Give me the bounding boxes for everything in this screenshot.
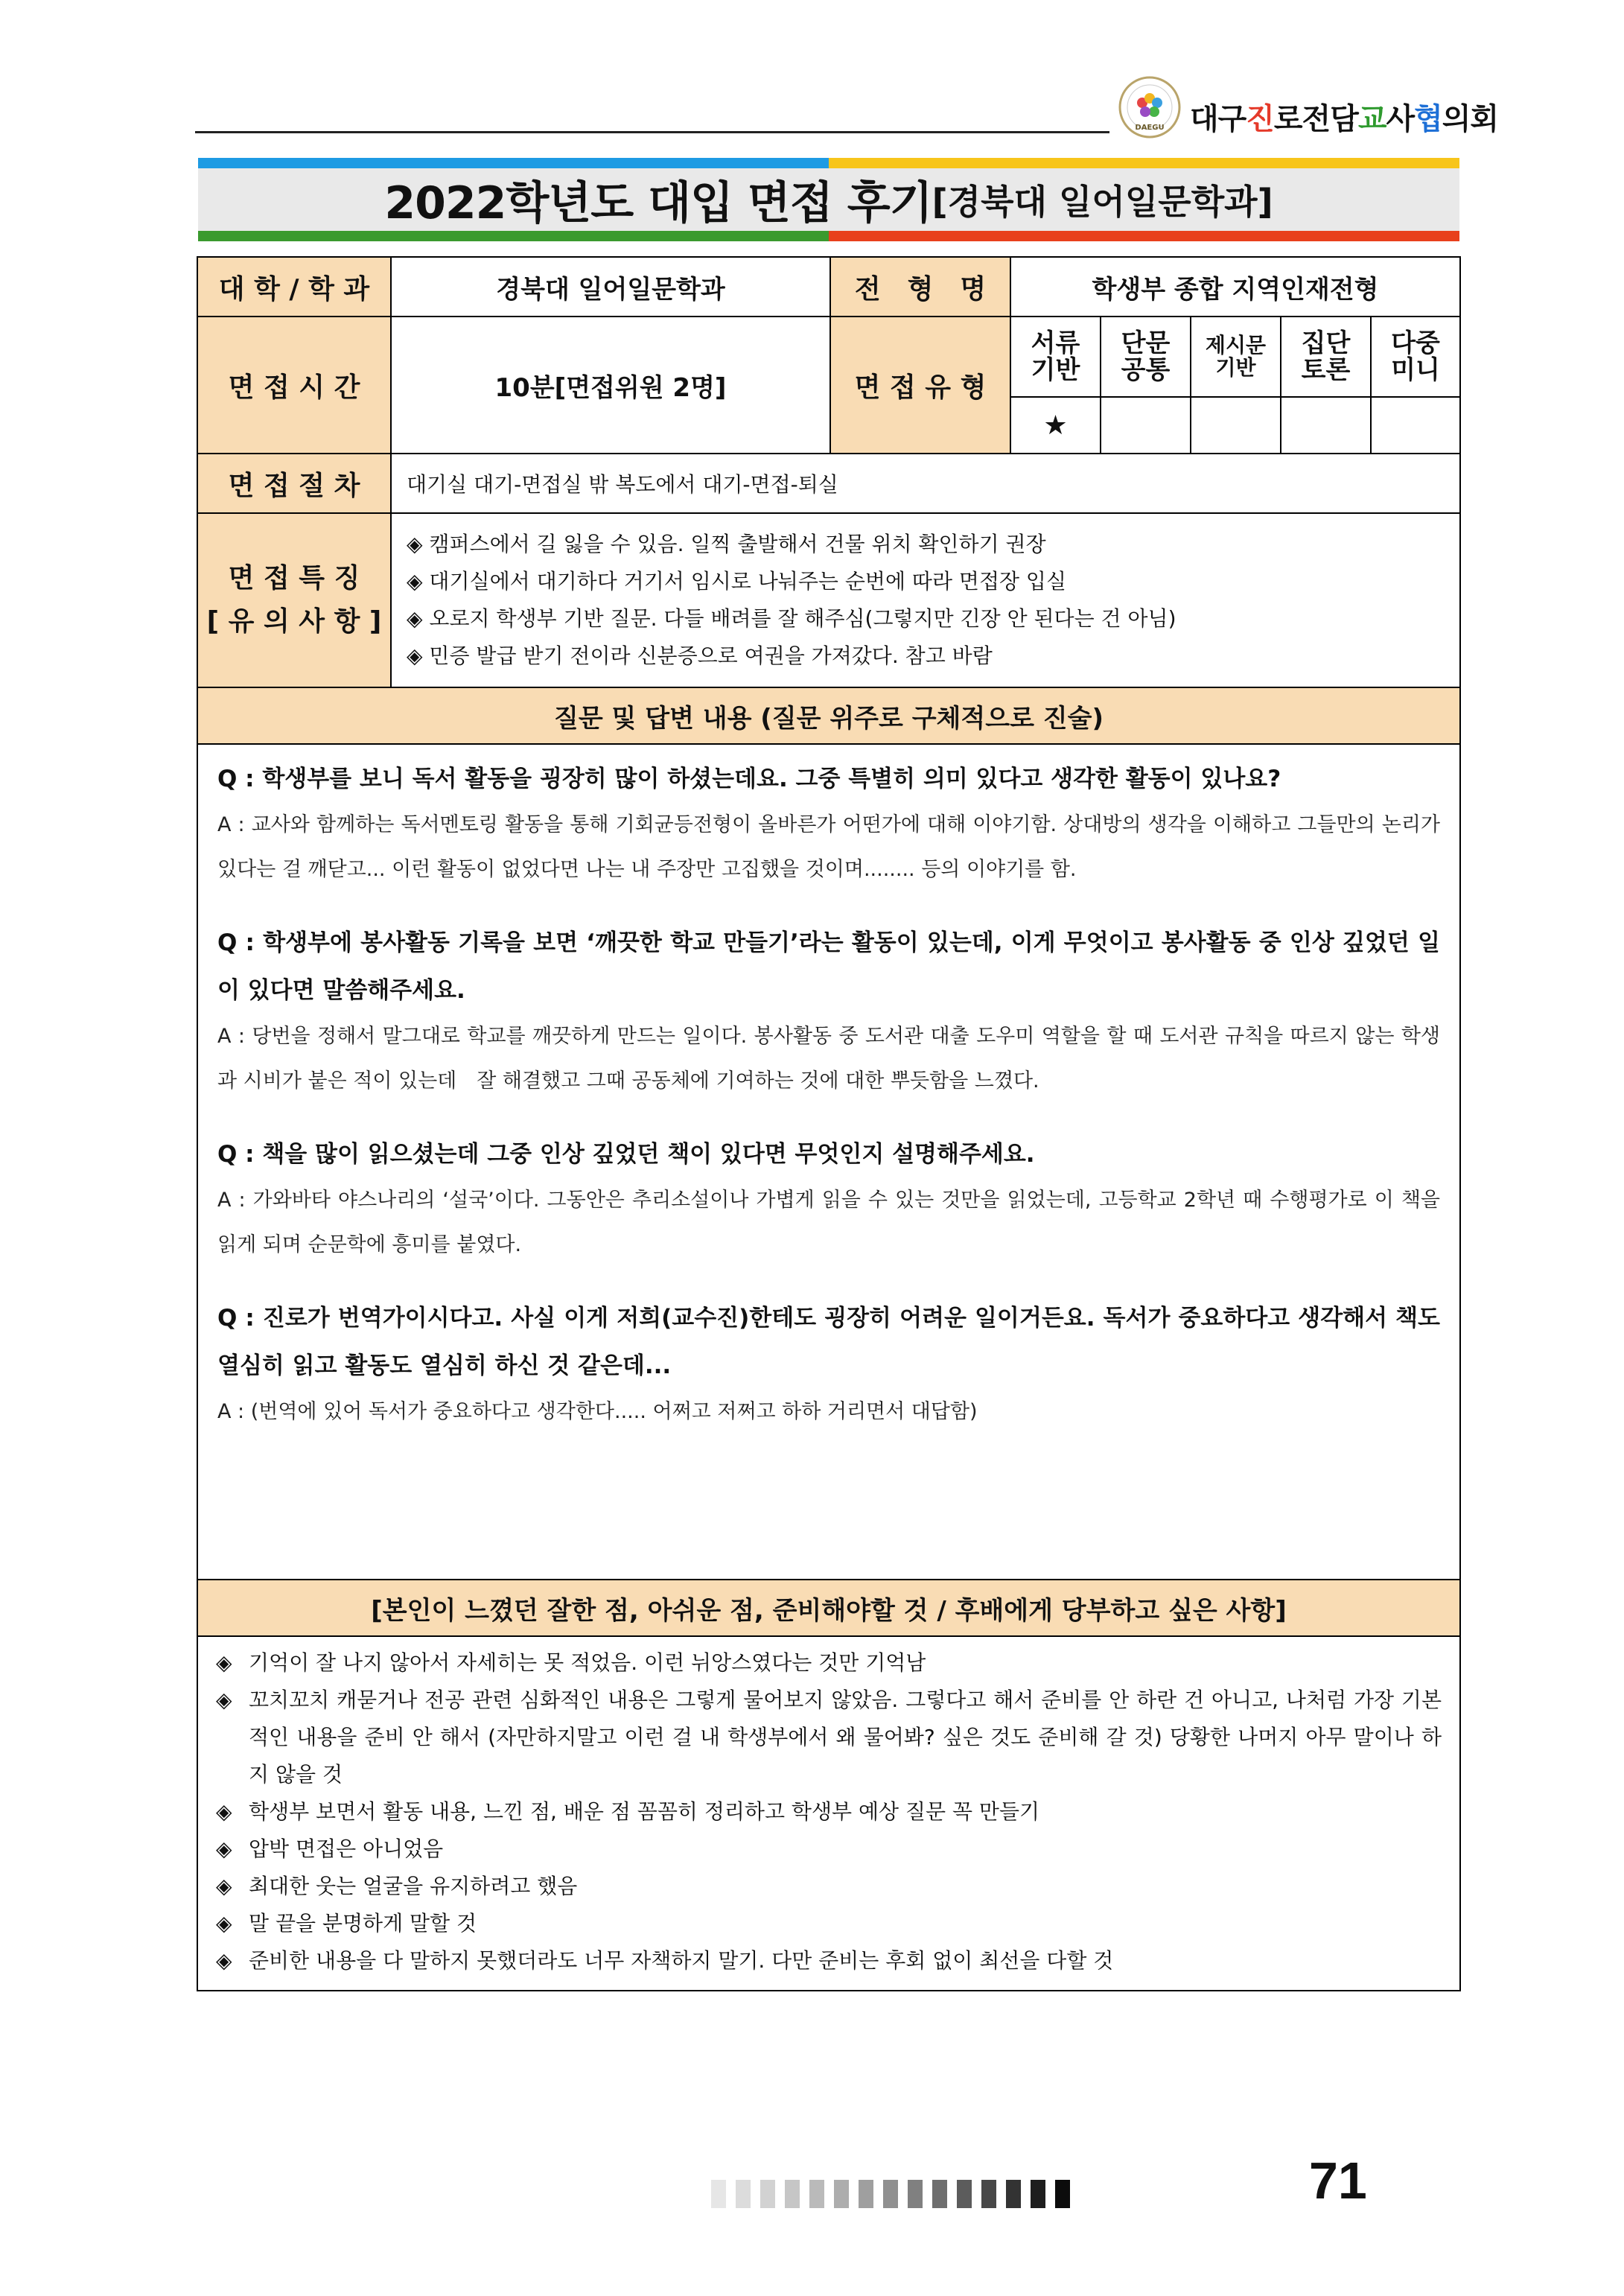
admission-type-value: 학생부 종합 지역인재전형 — [1010, 257, 1460, 317]
tip-text: 학생부 보면서 활동 내용, 느낀 점, 배운 점 꼼꼼히 정리하고 학생부 예상 질문 꼭 만들기 — [249, 1799, 1040, 1824]
feature-item: ◈ 민증 발급 받기 전이라 신분증으로 여권을 가져갔다. 참고 바람 — [407, 643, 993, 668]
kind-passage-l1: 제시문 — [1205, 333, 1267, 357]
qa-content — [197, 744, 1460, 1580]
kind-document-l2: 기반 — [1031, 355, 1080, 385]
answer-2: A : 당번을 정해서 말그대로 학교를 깨끗하게 만드는 일이다. 봉사활동 중 도서관 대출 도우미 역할을 할 때 도서관 규칙을 따르지 않는 학생과 시비가 붙은 적이 있는데 잘 해결했고 그때 공동체에 기여하는 것에 대한 뿌듯함을 느꼈다. — [217, 1025, 1441, 1093]
interview-time-value: 10분[면접위원 2명] — [391, 317, 830, 454]
org-text-3: 로전담 — [1273, 102, 1358, 136]
tip-item — [216, 1942, 1442, 1979]
title-bar-blue — [198, 158, 829, 168]
header-rule — [195, 131, 1109, 133]
interview-kind-label: 면 접 유 형 — [830, 317, 1010, 454]
logo-text: DAEGU — [1135, 124, 1165, 132]
features-list — [391, 513, 1460, 687]
tip-item — [216, 1831, 1442, 1868]
tips-heading: [본인이 느꼈던 잘한 점, 아쉬운 점, 준비해야할 것 / 후배에게 당부하고 싶은 사항] — [197, 1580, 1460, 1636]
page-number: 71 — [1309, 2152, 1367, 2210]
footer-block — [859, 2180, 873, 2208]
feature-item: ◈ 오로지 학생부 기반 질문. 다들 배려를 잘 해주심(그렇지만 긴장 안 된다는 건 아님) — [407, 606, 1176, 631]
kind-group-l1: 집단 — [1301, 328, 1351, 358]
kind-short — [1101, 317, 1191, 397]
tip-marker: ◈ — [216, 1688, 232, 1712]
kind-group — [1281, 317, 1371, 397]
kind-passage — [1191, 317, 1281, 397]
footer-block — [981, 2180, 996, 2208]
tip-text: 최대한 웃는 얼굴을 유지하려고 했음 — [249, 1874, 578, 1898]
footer-block — [957, 2180, 972, 2208]
question-4: Q : 진로가 번역가이시다고. 사실 이게 저희(교수진)한테도 굉장히 어려운 일이거든요. 독서가 중요하다고 생각해서 책도 열심히 읽고 활동도 열심히 하신 것 같은데... — [217, 1305, 1441, 1379]
org-text-4: 교 — [1357, 102, 1386, 136]
tip-item — [216, 1868, 1442, 1905]
kind-short-l1: 단문 — [1121, 328, 1171, 358]
kind-passage-mark — [1191, 397, 1281, 454]
footer-block — [932, 2180, 947, 2208]
feature-item: ◈ 대기실에서 대기하다 거기서 임시로 나눠주는 순번에 따라 면접장 입실 — [407, 569, 1067, 594]
tip-item — [216, 1644, 1442, 1682]
kind-mmi-l1: 다중 — [1391, 328, 1440, 358]
title-bar-green — [198, 231, 829, 241]
organization-name — [1190, 95, 1498, 138]
footer-block — [1031, 2180, 1045, 2208]
title-sub: [경북대 일어일문학과] — [932, 182, 1273, 222]
tip-text: 말 끝을 분명하게 말할 것 — [249, 1911, 477, 1936]
footer-block — [785, 2180, 800, 2208]
university-label: 대 학 / 학 과 — [197, 257, 391, 317]
footer-block — [908, 2180, 923, 2208]
title-bar-red — [829, 231, 1459, 241]
features-label — [197, 513, 391, 687]
kind-document — [1010, 317, 1101, 397]
tip-text: 압박 면접은 아니었음 — [249, 1837, 444, 1861]
tip-marker: ◈ — [216, 1948, 232, 1973]
feature-item: ◈ 캠퍼스에서 길 잃을 수 있음. 일찍 출발해서 건물 위치 확인하기 권장 — [407, 532, 1046, 556]
tip-item — [216, 1905, 1442, 1942]
title-main: 2022학년도 대입 면접 후기 — [384, 177, 932, 229]
tip-text: 준비한 내용을 다 말하지 못했더라도 너무 자책하지 말기. 다만 준비는 후회 없이 최선을 다할 것 — [249, 1948, 1114, 1973]
kind-short-l2: 공통 — [1121, 355, 1171, 385]
interview-table — [197, 256, 1461, 1991]
kind-passage-l2: 기반 — [1215, 355, 1256, 380]
procedure-value: 대기실 대기-면접실 밖 복도에서 대기-면접-퇴실 — [391, 454, 1460, 513]
qa-heading: 질문 및 답변 내용 (질문 위주로 구체적으로 진술) — [197, 687, 1460, 744]
kind-group-l2: 토론 — [1301, 355, 1351, 385]
tip-text: 기억이 잘 나지 않아서 자세히는 못 적었음. 이런 뉘앙스였다는 것만 기억남 — [249, 1650, 926, 1675]
question-2: Q : 학생부에 봉사활동 기록을 보면 ‘깨끗한 학교 만들기’라는 활동이 있는데, 이게 무엇이고 봉사활동 중 인상 깊었던 일이 있다면 말씀해주세요. — [217, 929, 1441, 1004]
features-label-1: 면 접 특 징 — [228, 563, 360, 594]
tip-marker: ◈ — [216, 1874, 232, 1898]
kind-short-mark — [1101, 397, 1191, 454]
tip-marker: ◈ — [216, 1799, 232, 1824]
kind-mmi-l2: 미니 — [1391, 355, 1440, 385]
footer-block — [809, 2180, 824, 2208]
footer-block — [711, 2180, 726, 2208]
footer-block — [736, 2180, 751, 2208]
question-1: Q : 학생부를 보니 독서 활동을 굉장히 많이 하셨는데요. 그중 특별히 의미 있다고 생각한 활동이 있나요? — [217, 766, 1281, 792]
kind-group-mark — [1281, 397, 1371, 454]
university-value: 경북대 일어일문학과 — [391, 257, 830, 317]
footer-block — [1055, 2180, 1070, 2208]
tips-content — [197, 1636, 1460, 1991]
org-text-1: 대구 — [1190, 102, 1246, 136]
question-3: Q : 책을 많이 읽으셨는데 그중 인상 깊었던 책이 있다면 무엇인지 설명해주세요. — [217, 1141, 1035, 1168]
org-text-7: 의회 — [1442, 102, 1499, 136]
org-text-5: 사 — [1386, 102, 1415, 136]
footer-block — [1006, 2180, 1021, 2208]
answer-1: A : 교사와 함께하는 독서멘토링 활동을 통해 기회균등전형이 올바른가 어떤가에 대해 이야기함. 상대방의 생각을 이해하고 그들만의 논리가 있다는 걸 깨닫고... 이런 활동이 없었다면 나는 내 주장만 고집했을 것이며........ 등의 이야기를 함. — [217, 813, 1441, 881]
org-text-2: 진 — [1246, 102, 1274, 136]
tip-item — [216, 1682, 1442, 1793]
tip-marker: ◈ — [216, 1650, 232, 1675]
procedure-label: 면 접 절 차 — [197, 454, 391, 513]
features-label-2: [ 유 의 사 항 ] — [206, 606, 382, 637]
admission-type-label: 전 형 명 — [830, 257, 1010, 317]
answer-3: A : 가와바타 야스나리의 ‘설국’이다. 그동안은 추리소설이나 가볍게 읽을 수 있는 것만을 읽었는데, 고등학교 2학년 때 수행평가로 이 책을 읽게 되며 순문학에 흥미를 붙였다. — [217, 1189, 1441, 1256]
kind-mmi-mark — [1371, 397, 1460, 454]
tip-marker: ◈ — [216, 1837, 232, 1861]
association-logo — [1117, 74, 1182, 140]
footer-gradient-blocks — [711, 2163, 1080, 2208]
answer-4: A : (번역에 있어 독서가 중요하다고 생각한다..... 어쩌고 저쩌고 하하 거리면서 대답함) — [217, 1400, 978, 1423]
footer-block — [834, 2180, 849, 2208]
kind-document-mark: ★ — [1010, 397, 1101, 454]
footer-block — [760, 2180, 775, 2208]
org-text-6: 협 — [1414, 102, 1442, 136]
page-title — [198, 168, 1459, 231]
kind-document-l1: 서류 — [1031, 328, 1080, 358]
tip-text: 꼬치꼬치 캐묻거나 전공 관련 심화적인 내용은 그렇게 물어보지 않았음. 그렇다고 해서 준비를 안 하란 건 아니고, 나처럼 가장 기본적인 내용을 준비 안 해서 (자만하지말고 이런 걸 내 학생부에서 왜 물어봐? 싶은 것도 준비해 갈 것) 당황한 나머지 아무 말이나 하지 않을 것 — [249, 1688, 1442, 1787]
title-bar-yellow — [829, 158, 1459, 168]
kind-mmi — [1371, 317, 1460, 397]
footer-block — [883, 2180, 898, 2208]
tip-marker: ◈ — [216, 1911, 232, 1936]
interview-time-label: 면 접 시 간 — [197, 317, 391, 454]
tip-item — [216, 1793, 1442, 1831]
